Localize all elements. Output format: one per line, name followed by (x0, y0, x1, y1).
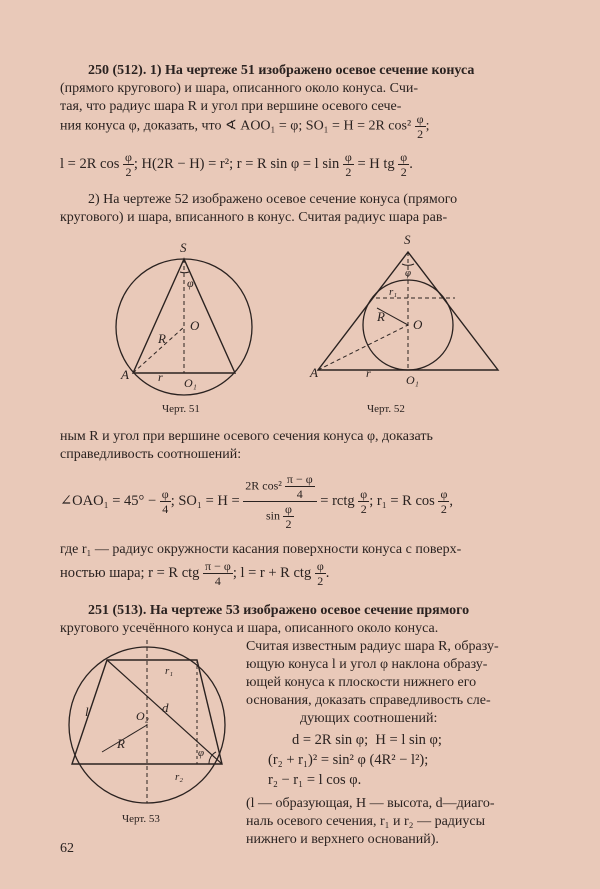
fig53-label-phi: φ (198, 747, 205, 759)
problem-250b-line-1: ным R и угол при вершине осевого сечения конуса φ, доказать (60, 429, 433, 444)
problem-251-right-3: ющей конуса к плоскости нижнего его (246, 675, 477, 690)
problem-251-note-2: наль осевого сечения, r₁ и r₂ — радиусы (246, 814, 486, 829)
problem-251-formula-3: r₂ − r₁ = l cos φ. (268, 772, 362, 788)
fig53-label-d: d (162, 700, 169, 715)
fig51-label-A: A (121, 367, 129, 382)
fig52-label-A: A (310, 365, 318, 380)
fig51-label-r: r (158, 370, 163, 384)
problem-251-right-4: основания, доказать справедливость сле- (246, 693, 491, 708)
page-number: 62 (60, 841, 74, 856)
fig53-label-r1: r₁ (165, 665, 174, 677)
fig53-label-r2: r₂ (175, 771, 184, 783)
problem-250-line-4: ния конуса φ, доказать, что ∢ AOO₁ = φ; SO₁ = H = 2R cos² $\frac{\varphi}{2}$ ; (60, 112, 430, 141)
problem-251-right-1: Считая известным радиус шара R, образу- (246, 639, 499, 654)
fig51-label-S: S (180, 240, 187, 255)
problem-250-part2-line-2: кругового) и шара, вписанного в конус. Считая радиус шара рав- (60, 210, 448, 225)
fig52-label-r1: r₁ (389, 286, 398, 298)
problem-250-line-3: тая, что радиус шара R и угол при вершине осевого сече- (60, 99, 402, 114)
problem-251-note-1: (l — образующая, H — высота, d—диаго- (246, 796, 495, 811)
problem-251-formula-1: d = 2R sin φ; H = l sin φ; (292, 732, 442, 748)
fig51-label-phi: φ (187, 276, 194, 290)
fig51-label-R: R (158, 331, 166, 346)
fig52-label-r: r (366, 366, 371, 380)
fig53-caption: Черт. 53 (122, 813, 160, 825)
problem-250-line-1: 250 (512). 1) На чертеже 51 изображено осевое сечение конуса (88, 63, 475, 78)
problem-251-line-1: 251 (513). На чертеже 53 изображено осевое сечение прямого (88, 603, 470, 618)
problem-250b-equation: ∠OAO₁ = 45° − $\frac{\varphi}{4}$ ; SO₁ = H = 2R cos² $\frac{\pi - \varphi}{4}$ sin $\frac{\varphi}{2}$ = rctg $\frac{\varphi}{2}$ ; r₁ = R cos $\frac{\varphi}{2}$ , (60, 472, 453, 532)
fig52-caption: Черт. 52 (367, 403, 405, 415)
problem-251-right-2: ющую конуса l и угол φ наклона образу- (246, 657, 488, 672)
figure-51 (100, 232, 280, 422)
fig51-caption: Черт. 51 (162, 403, 200, 415)
problem-251-formula-2: (r₂ + r₁)² = sin² φ (4R² − l²); (268, 752, 429, 768)
problem-251-note-3: нижнего и верхнего оснований). (246, 832, 439, 847)
problem-251-line-2: кругового усечённого конуса и шара, описанного около конуса. (60, 621, 439, 636)
problem-250-part2-line-1: 2) На чертеже 52 изображено осевое сечение конуса (прямого (88, 192, 458, 207)
figure-53 (62, 640, 242, 830)
figure-52 (305, 232, 505, 422)
fig53-label-l: l (85, 704, 89, 719)
problem-250b-line-3: где r₁ — радиус окружности касания поверхности конуса с поверх- (60, 542, 462, 557)
problem-250b-line-2: справедливость соотношений: (60, 447, 242, 462)
problem-250b-line-4: ностью шара; r = R ctg $\frac{\pi - \varphi}{4}$ ; l = r + R ctg $\frac{\varphi}{2}$ . (60, 559, 330, 588)
problem-250-line-2: (прямого кругового) и шара, описанного около конуса. Счи- (60, 81, 419, 96)
problem-251-right-5: дующих соотношений: (300, 711, 438, 726)
fig51-label-O: O (190, 318, 200, 333)
fig52-label-R: R (377, 309, 385, 324)
fig52-label-O: O (413, 317, 423, 332)
fig52-label-S: S (404, 232, 411, 247)
fig52-label-O1: O₁ (406, 373, 419, 387)
fig53-label-R: R (117, 736, 125, 751)
fig53-label-O2: O₂ (136, 709, 149, 723)
fig52-label-phi: φ (405, 267, 412, 279)
fig51-label-O1: O₁ (184, 376, 197, 390)
problem-250-line-5: l = 2R cos $\frac{\varphi}{2}$ ; H(2R − H) = r²; r = R sin φ = l sin $\frac{\varphi}{2}$ = H tg $\frac{\varphi}{2}$ . (60, 150, 413, 179)
